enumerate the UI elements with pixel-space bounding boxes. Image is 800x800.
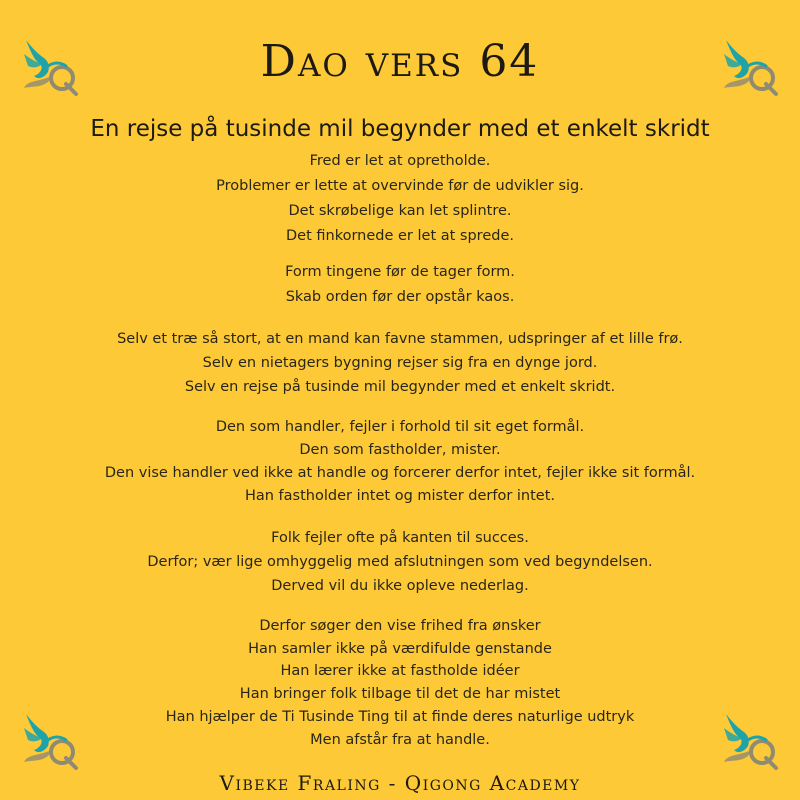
poem-line: Han lærer ikke at fastholde idéer: [280, 663, 520, 679]
poem-line: Den som handler, fejler i forhold til sit eget formål.: [215, 419, 585, 435]
poem-line: Selv en rejse på tusinde mil begynder med et enkelt skridt.: [184, 379, 616, 395]
poem-line: Form tingene før de tager form.: [285, 264, 515, 280]
poem-line: Den som fastholder, mister.: [299, 442, 501, 458]
poem-line: Han samler ikke på værdifulde genstande: [248, 641, 552, 657]
poem-line: Derved vil du ikke opleve nederlag.: [271, 578, 529, 594]
poem-line: Derfor; vær lige omhyggelig med afslutningen som ved begyndelsen.: [147, 554, 653, 570]
poem-line: Problemer er lette at overvinde før de udvikler sig.: [216, 178, 584, 194]
poem-line: Fred er let at opretholde.: [309, 153, 491, 169]
poem-line: Skab orden før der opstår kaos.: [285, 289, 515, 305]
poem-line: Det finkornede er let at sprede.: [286, 228, 514, 244]
poem-line: Han hjælper de Ti Tusinde Ting til at finde deres naturlige udtryk: [165, 709, 635, 725]
poem-line: Han bringer folk tilbage til det de har mistet: [239, 686, 561, 702]
poem-line: Han fastholder intet og mister derfor intet.: [244, 488, 556, 504]
page-title: Dao vers 64: [260, 36, 540, 87]
poem-line: Den vise handler ved ikke at handle og forcerer derfor intet, fejler ikke sit formål.: [104, 465, 696, 481]
author-credit: Vibeke Fraling - Qigong Academy: [219, 771, 581, 795]
poem-line: Derfor søger den vise frihed fra ønsker: [259, 618, 541, 634]
page-subtitle: En rejse på tusinde mil begynder med et enkelt skridt: [90, 116, 710, 142]
poem-line: Selv et træ så stort, at en mand kan favne stammen, udspringer af et lille frø.: [117, 331, 683, 347]
poem-line: Det skrøbelige kan let splintre.: [288, 203, 512, 219]
poem-line: Selv en nietagers bygning rejser sig fra en dynge jord.: [202, 355, 598, 371]
poem-line: Men afstår fra at handle.: [310, 732, 490, 748]
poem-line: Folk fejler ofte på kanten til succes.: [271, 530, 529, 546]
